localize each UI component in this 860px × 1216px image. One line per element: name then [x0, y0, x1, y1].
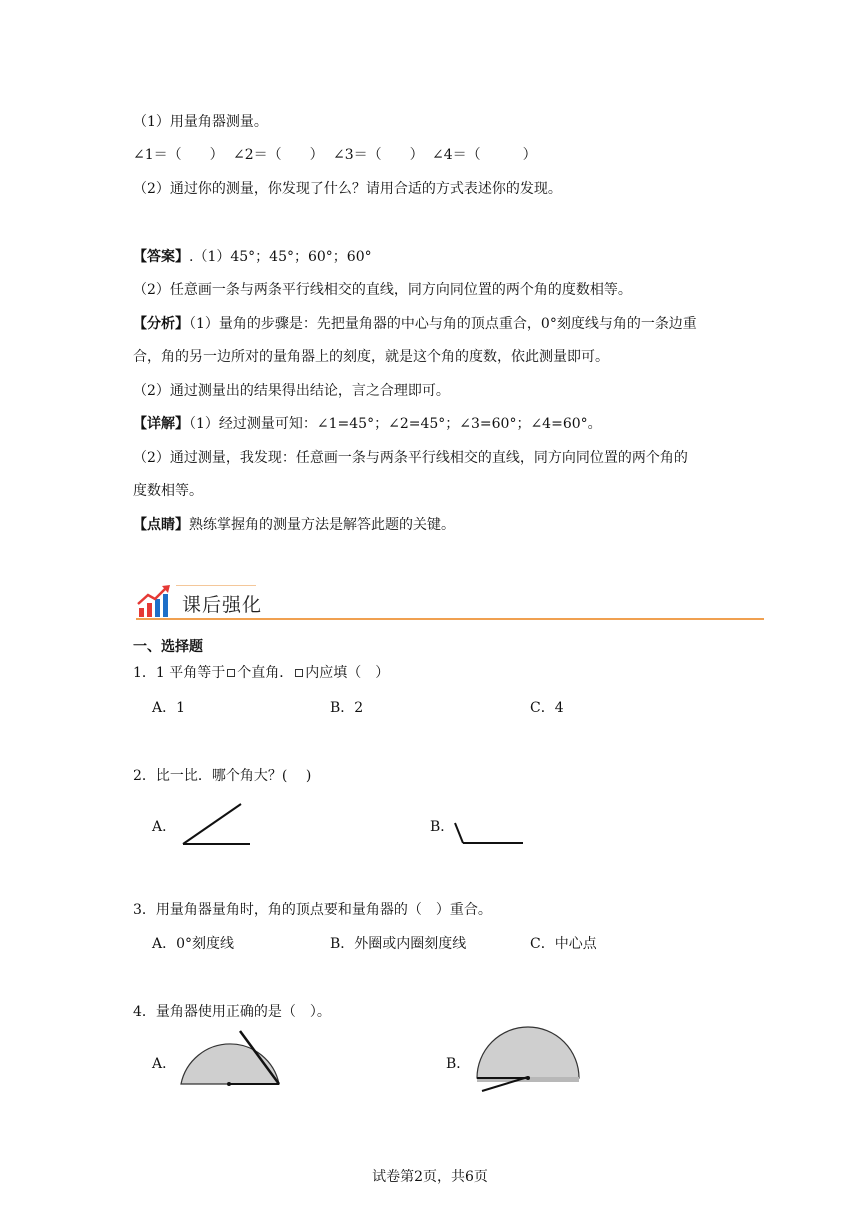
q1-stem-a: 1．1 平角等于	[133, 665, 226, 681]
q4-protractor-b-figure	[474, 1027, 584, 1091]
detail-label: 【详解】	[133, 416, 189, 432]
q2-angle-a-figure	[180, 800, 260, 850]
detail-line-3: 度数相等。	[133, 483, 203, 499]
blank-box-icon	[295, 669, 303, 677]
analysis-line-2: 合，角的另一边所对的量角器上的刻度，就是这个角的度数，依此测量即可。	[133, 349, 609, 365]
tip-line	[133, 515, 455, 535]
banner-top-line	[176, 585, 256, 586]
q3-stem: 3．用量角器量角时，角的顶点要和量角器的（ ）重合。	[133, 902, 492, 918]
answer-line-1	[133, 247, 372, 267]
q3-option-a[interactable]: A．0°刻度线	[152, 936, 235, 952]
q1-stem	[133, 663, 389, 683]
banner-underline	[136, 618, 764, 620]
q2-option-b[interactable]: B．	[430, 819, 455, 835]
section-heading: 一、选择题	[133, 639, 203, 655]
banner-title: 课后强化	[182, 594, 263, 616]
detail-line-1	[133, 414, 602, 434]
analysis-label: 【分析】	[133, 316, 189, 332]
angle-blank-1: ∠1＝（ ）	[133, 147, 224, 163]
angle-blank-2: ∠2＝（ ）	[233, 147, 324, 163]
answer-line-2: （2）任意画一条与两条平行线相交的直线，同方向同位置的两个角的度数相等。	[133, 282, 632, 298]
answer-label: 【答案】	[133, 249, 189, 265]
q1-option-b[interactable]: B．2	[330, 700, 364, 716]
angle-blank-3: ∠3＝（ ）	[333, 147, 424, 163]
q2-option-a[interactable]: A．	[152, 819, 177, 835]
question-part2: （2）通过你的测量，你发现了什么？请用合适的方式表述你的发现。	[133, 181, 562, 197]
q3-option-b[interactable]: B．外圈或内圈刻度线	[330, 936, 467, 952]
tip-text: 熟练掌握角的测量方法是解答此题的关键。	[189, 517, 455, 533]
q2-stem: 2．比一比．哪个角大？( )	[133, 768, 312, 784]
detail-text-1: （1）经过测量可知：∠1=45°；∠2=45°；∠3=60°；∠4=60°。	[189, 416, 602, 432]
page-footer: 试卷第2页，共6页	[372, 1169, 488, 1185]
q4-stem: 4．量角器使用正确的是（ ）。	[133, 1004, 331, 1020]
q4-protractor-a-figure	[178, 1027, 288, 1091]
q3-option-c[interactable]: C．中心点	[530, 936, 597, 952]
q1-option-c[interactable]: C．4	[530, 700, 564, 716]
q4-option-a[interactable]: A．	[152, 1056, 177, 1072]
analysis-line-1	[133, 314, 697, 334]
blank-box-icon	[227, 669, 235, 677]
question-part1: （1）用量角器测量。	[133, 114, 268, 130]
q2-angle-b-figure	[453, 820, 533, 860]
q1-stem-b: 个直角．	[237, 665, 294, 681]
bar-chart-arrow-icon	[136, 584, 176, 620]
tip-label: 【点睛】	[133, 517, 189, 533]
detail-line-2: （2）通过测量，我发现：任意画一条与两条平行线相交的直线，同方向同位置的两个角的	[133, 450, 688, 466]
answer-text-1: .（1）45°；45°；60°；60°	[189, 249, 372, 265]
q1-stem-c: 内应填（ ）	[305, 665, 390, 681]
analysis-text-1: （1）量角的步骤是：先把量角器的中心与角的顶点重合，0°刻度线与角的一条边重	[189, 316, 697, 332]
section-banner	[136, 582, 764, 622]
analysis-line-3: （2）通过测量出的结果得出结论，言之合理即可。	[133, 383, 450, 399]
angle-blank-4: ∠4＝（ ）	[432, 147, 537, 163]
q1-option-a[interactable]: A．1	[152, 700, 186, 716]
q4-option-b[interactable]: B．	[446, 1056, 471, 1072]
